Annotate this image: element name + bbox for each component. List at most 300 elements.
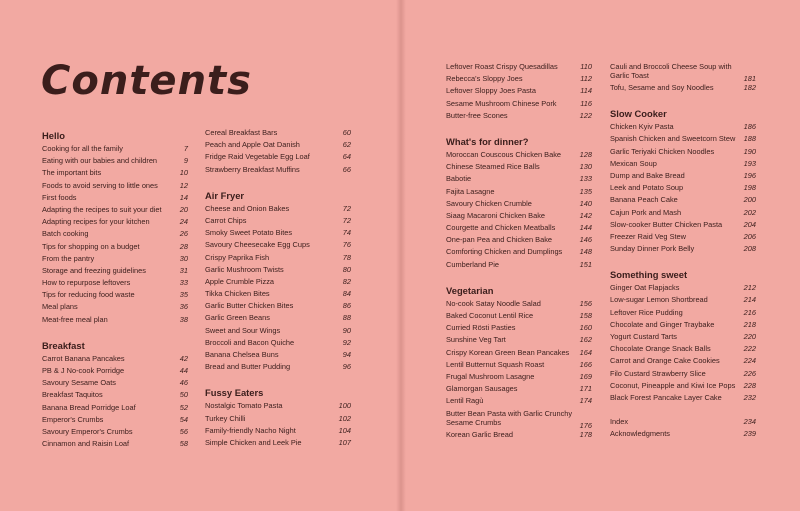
entry-page-number: 226 <box>743 368 756 378</box>
entry-title: Sunshine Veg Tart <box>446 335 506 345</box>
entry-page-number: 38 <box>179 314 188 324</box>
toc-entry[interactable] <box>610 381 756 393</box>
entry-title: Batch cooking <box>42 229 89 239</box>
entry-title: Korean Garlic Bread <box>446 429 513 439</box>
entry-page-number: 44 <box>179 366 188 375</box>
entry-page-number: 42 <box>179 353 188 363</box>
toc-entry[interactable] <box>446 111 592 123</box>
entry-page-number: 104 <box>338 425 351 435</box>
entry-title: Spanish Chicken and Sweetcorn Stew <box>610 134 736 144</box>
entry-title: Courgette and Chicken Meatballs <box>446 223 556 233</box>
toc-entry[interactable] <box>446 62 592 74</box>
toc-entry[interactable] <box>205 362 351 374</box>
entry-page-number: 222 <box>743 344 756 354</box>
entry-page-number: 96 <box>342 362 351 372</box>
entry-title: Foods to avoid serving to little ones <box>42 180 158 190</box>
toc-entry[interactable] <box>42 290 188 302</box>
entry-page-number: 140 <box>579 198 592 208</box>
toc-entry[interactable] <box>42 390 188 402</box>
entry-page-number: 72 <box>342 215 351 225</box>
entry-page-number: 234 <box>743 417 756 427</box>
entry-title: Cinnamon and Raisin Loaf <box>42 439 130 449</box>
toc-entry[interactable] <box>446 430 592 442</box>
toc-section <box>610 417 756 441</box>
entry-title: Tips for shopping on a budget <box>42 241 140 251</box>
toc-entry[interactable] <box>42 315 188 327</box>
entry-page-number: 176 <box>579 420 592 430</box>
entry-title: Family-friendly Nacho Night <box>205 425 296 435</box>
entry-page-number: 82 <box>342 276 351 286</box>
entry-page-number: 78 <box>342 252 351 262</box>
entry-page-number: 151 <box>579 259 592 269</box>
contents-column-4 <box>610 62 756 442</box>
entry-title: Cumberland Pie <box>446 259 499 269</box>
toc-section <box>205 128 351 177</box>
entry-page-number: 169 <box>579 371 592 381</box>
entry-page-number: 112 <box>580 74 592 84</box>
entry-page-number: 171 <box>579 384 592 394</box>
entry-title: Cooking for all the family <box>42 144 123 153</box>
toc-entry[interactable] <box>446 323 592 335</box>
entry-page-number: 14 <box>179 192 188 202</box>
entry-title: Smoky Sweet Potato Bites <box>205 228 293 238</box>
entry-page-number: 64 <box>342 152 351 162</box>
toc-entry[interactable] <box>446 211 592 223</box>
entry-title: Savoury Cheesecake Egg Cups <box>205 240 310 250</box>
entry-title: PB & J No-cook Porridge <box>42 366 125 375</box>
toc-entry[interactable] <box>610 283 756 295</box>
toc-entry[interactable] <box>42 427 188 439</box>
toc-entry[interactable] <box>205 216 351 228</box>
toc-entry[interactable] <box>42 266 188 278</box>
toc-entry[interactable] <box>42 403 188 415</box>
entry-title: Coconut, Pineapple and Kiwi Ice Pops <box>610 380 736 390</box>
entry-title: Adapting the recipes to suit your diet <box>42 204 162 214</box>
section-heading: Fussy Eaters <box>205 387 264 399</box>
entry-title: Sweet and Sour Wings <box>205 325 281 335</box>
toc-entry[interactable] <box>446 235 592 247</box>
entry-page-number: 50 <box>179 390 188 400</box>
toc-entry[interactable] <box>42 378 188 390</box>
entry-page-number: 239 <box>743 429 756 439</box>
toc-entry[interactable] <box>610 83 756 95</box>
toc-entry[interactable] <box>205 414 351 426</box>
toc-entry[interactable] <box>446 223 592 235</box>
toc-entry[interactable] <box>446 335 592 347</box>
entry-title: Cheese and Onion Bakes <box>205 203 290 213</box>
entry-page-number: 146 <box>579 235 592 245</box>
toc-entry[interactable] <box>205 426 351 438</box>
toc-entry[interactable] <box>446 409 592 430</box>
entry-page-number: 88 <box>342 313 351 323</box>
toc-entry[interactable] <box>610 429 756 441</box>
page-title: Contents <box>41 58 252 104</box>
section-heading: Something sweet <box>610 269 688 281</box>
toc-entry[interactable] <box>42 354 188 366</box>
entry-title: Acknowledgments <box>610 429 670 439</box>
entry-title: Curried Rösti Pasties <box>446 323 516 333</box>
toc-entry[interactable] <box>446 86 592 98</box>
entry-page-number: 202 <box>743 207 756 217</box>
entry-title: Turkey Chilli <box>205 413 246 423</box>
entry-title: Butter-free Scones <box>446 110 508 120</box>
entry-title: Comforting Chicken and Dumplings <box>446 247 563 257</box>
entry-title: One-pan Pea and Chicken Bake <box>446 235 553 245</box>
entry-title: Baked Coconut Lentil Rice <box>446 311 534 320</box>
section-heading: Breakfast <box>42 339 85 351</box>
entry-page-number: 182 <box>743 83 756 92</box>
toc-entry[interactable] <box>610 417 756 429</box>
entry-title: Cauli and Broccoli Cheese Soup with Garlic Toast <box>610 62 732 80</box>
toc-entry[interactable] <box>610 320 756 332</box>
toc-entry[interactable] <box>42 193 188 205</box>
toc-entry[interactable] <box>205 253 351 265</box>
toc-entry[interactable] <box>610 171 756 183</box>
toc-entry[interactable] <box>446 187 592 199</box>
entry-page-number: 31 <box>179 265 188 275</box>
toc-entry[interactable] <box>42 439 188 451</box>
entry-title: Broccoli and Bacon Quiche <box>205 337 295 347</box>
entry-page-number: 196 <box>743 170 756 180</box>
toc-entry[interactable] <box>446 372 592 384</box>
entry-title: The important bits <box>42 168 102 178</box>
toc-entry[interactable] <box>610 332 756 344</box>
toc-entry[interactable] <box>446 360 592 372</box>
entry-page-number: 33 <box>179 278 188 288</box>
entry-page-number: 181 <box>743 74 756 83</box>
toc-entry[interactable] <box>205 289 351 301</box>
toc-entry[interactable] <box>42 181 188 193</box>
toc-entry[interactable] <box>205 338 351 350</box>
entry-page-number: 56 <box>179 426 188 436</box>
entry-page-number: 60 <box>342 128 351 137</box>
entry-title: Chocolate and Ginger Traybake <box>610 319 715 329</box>
entry-page-number: 224 <box>743 356 756 366</box>
toc-section <box>610 107 756 256</box>
entry-title: Leek and Potato Soup <box>610 183 684 193</box>
entry-page-number: 144 <box>579 223 592 233</box>
entry-page-number: 102 <box>338 413 351 423</box>
entry-title: Chinese Steamed Rice Balls <box>446 162 540 172</box>
toc-entry[interactable] <box>205 401 351 413</box>
entry-page-number: 208 <box>743 244 756 254</box>
section-gap <box>610 405 756 417</box>
toc-entry[interactable] <box>42 144 188 156</box>
entry-title: First foods <box>42 192 77 202</box>
entry-title: Butter Bean Pasta with Garlic Crunchy Sesame Crumbs <box>446 408 573 427</box>
entry-page-number: 92 <box>342 337 351 347</box>
entry-page-number: 114 <box>580 86 592 96</box>
entry-title: Carrot and Orange Cake Cookies <box>610 356 720 366</box>
toc-entry[interactable] <box>446 311 592 323</box>
toc-entry[interactable] <box>205 265 351 277</box>
toc-section <box>205 189 351 375</box>
toc-entry[interactable] <box>610 308 756 320</box>
toc-entry[interactable] <box>205 301 351 313</box>
entry-page-number: 26 <box>179 229 188 239</box>
toc-section <box>42 129 188 327</box>
entry-page-number: 80 <box>342 264 351 274</box>
toc-entry[interactable] <box>42 242 188 254</box>
entry-page-number: 84 <box>342 289 351 299</box>
entry-title: Leftover Roast Crispy Quesadillas <box>446 62 558 71</box>
toc-entry[interactable] <box>205 350 351 362</box>
entry-page-number: 35 <box>179 290 188 300</box>
toc-entry[interactable] <box>610 344 756 356</box>
entry-title: Bread and Butter Pudding <box>205 362 291 372</box>
toc-entry[interactable] <box>42 168 188 180</box>
entry-page-number: 212 <box>743 283 756 293</box>
toc-entry[interactable] <box>610 159 756 171</box>
entry-page-number: 36 <box>179 302 188 312</box>
entry-page-number: 7 <box>183 144 188 153</box>
toc-entry[interactable] <box>205 165 351 177</box>
book-spine-shadow <box>396 0 406 511</box>
entry-page-number: 66 <box>342 164 351 174</box>
entry-page-number: 9 <box>183 156 188 166</box>
toc-entry[interactable] <box>205 313 351 325</box>
entry-title: Savoury Emperor's Crumbs <box>42 426 133 436</box>
entry-page-number: 204 <box>743 219 756 229</box>
toc-entry[interactable] <box>205 140 351 152</box>
entry-title: Slow-cooker Butter Chicken Pasta <box>610 219 723 229</box>
toc-entry[interactable] <box>205 204 351 216</box>
entry-page-number: 186 <box>743 122 756 132</box>
entry-title: Garlic Butter Chicken Bites <box>205 301 294 311</box>
toc-entry[interactable] <box>42 415 188 427</box>
entry-page-number: 133 <box>579 174 592 184</box>
entry-page-number: 90 <box>342 325 351 335</box>
entry-page-number: 206 <box>743 231 756 241</box>
entry-title: Meal plans <box>42 302 78 312</box>
section-gap <box>205 177 351 189</box>
toc-entry[interactable] <box>610 147 756 159</box>
entry-title: Garlic Mushroom Twists <box>205 264 284 274</box>
toc-entry[interactable] <box>205 152 351 164</box>
toc-entry[interactable] <box>610 220 756 232</box>
toc-entry[interactable] <box>610 122 756 134</box>
entry-title: Simple Chicken and Leek Pie <box>205 437 302 447</box>
entry-title: No-cook Satay Noodle Salad <box>446 298 541 308</box>
entry-page-number: 116 <box>580 98 592 108</box>
entry-page-number: 20 <box>179 204 188 214</box>
toc-entry[interactable] <box>446 260 592 272</box>
toc-entry[interactable] <box>42 366 188 378</box>
entry-title: Breakfast Taquitos <box>42 390 103 400</box>
entry-title: Tips for reducing food waste <box>42 290 135 300</box>
entry-page-number: 12 <box>179 180 188 190</box>
entry-page-number: 24 <box>179 217 188 227</box>
entry-title: Sesame Mushroom Chinese Pork <box>446 98 557 108</box>
entry-title: Low-sugar Lemon Shortbread <box>610 295 708 305</box>
entry-page-number: 214 <box>743 295 756 305</box>
entry-title: Nostalgic Tomato Pasta <box>205 401 283 411</box>
entry-title: Fajita Lasagne <box>446 186 495 196</box>
entry-title: Babotie <box>446 174 472 184</box>
entry-page-number: 130 <box>579 162 592 172</box>
toc-entry[interactable] <box>205 326 351 338</box>
entry-title: How to repurpose leftovers <box>42 278 131 288</box>
entry-page-number: 107 <box>338 437 351 447</box>
entry-title: Leftover Rice Pudding <box>610 307 683 317</box>
entry-title: Adapting recipes for your kitchen <box>42 217 150 227</box>
toc-entry[interactable] <box>42 229 188 241</box>
toc-entry[interactable] <box>610 295 756 307</box>
entry-title: Eating with our babies and children <box>42 156 158 166</box>
entry-title: Glamorgan Sausages <box>446 384 518 394</box>
toc-entry[interactable] <box>610 393 756 405</box>
entry-page-number: 232 <box>743 392 756 402</box>
entry-page-number: 110 <box>580 62 592 71</box>
contents-column-1 <box>42 129 188 451</box>
entry-title: From the pantry <box>42 253 95 263</box>
toc-entry[interactable] <box>446 299 592 311</box>
entry-page-number: 62 <box>342 140 351 150</box>
toc-entry[interactable] <box>446 199 592 211</box>
entry-page-number: 156 <box>579 298 592 308</box>
entry-title: Banana Bread Porridge Loaf <box>42 402 136 412</box>
entry-title: Mexican Soup <box>610 158 657 168</box>
entry-title: Black Forest Pancake Layer Cake <box>610 392 722 402</box>
entry-title: Index <box>610 417 629 427</box>
toc-entry[interactable] <box>42 205 188 217</box>
entry-title: Carrot Banana Pancakes <box>42 353 125 363</box>
section-heading: Slow Cooker <box>610 108 667 120</box>
toc-entry[interactable] <box>610 208 756 220</box>
entry-title: Tofu, Sesame and Soy Noodles <box>610 83 714 92</box>
entry-title: Yogurt Custard Tarts <box>610 332 677 341</box>
entry-page-number: 148 <box>579 247 592 257</box>
entry-page-number: 200 <box>743 195 756 205</box>
entry-page-number: 76 <box>342 240 351 250</box>
entry-title: Lentil Ragù <box>446 396 484 406</box>
entry-title: Peach and Apple Oat Danish <box>205 140 300 150</box>
entry-title: Carrot Chips <box>205 215 247 225</box>
toc-section <box>610 62 756 95</box>
entry-title: Leftover Sloppy Joes Pasta <box>446 86 536 96</box>
entry-page-number: 218 <box>743 319 756 329</box>
section-heading: Vegetarian <box>446 284 494 296</box>
entry-page-number: 10 <box>179 168 188 178</box>
toc-section <box>42 339 188 452</box>
entry-page-number: 28 <box>179 241 188 251</box>
entry-title: Cajun Pork and Mash <box>610 207 682 217</box>
entry-title: Siaag Macaroni Chicken Bake <box>446 210 546 220</box>
toc-entry[interactable] <box>205 438 351 450</box>
entry-title: Fridge Raid Vegetable Egg Loaf <box>205 152 310 162</box>
entry-title: Meat-free meal plan <box>42 314 108 324</box>
entry-title: Frugal Mushroom Lasagne <box>446 371 535 381</box>
entry-title: Filo Custard Strawberry Slice <box>610 368 706 378</box>
entry-page-number: 220 <box>743 332 756 341</box>
toc-entry[interactable] <box>42 254 188 266</box>
toc-entry[interactable] <box>446 174 592 186</box>
entry-title: Dump and Bake Bread <box>610 170 685 180</box>
toc-entry[interactable] <box>446 396 592 408</box>
toc-entry[interactable] <box>42 156 188 168</box>
entry-page-number: 135 <box>579 186 592 196</box>
toc-entry[interactable] <box>610 134 756 146</box>
entry-title: Tikka Chicken Bites <box>205 289 270 299</box>
toc-section <box>205 386 351 450</box>
entry-title: Lentil Butternut Squash Roast <box>446 359 545 369</box>
toc-entry[interactable] <box>42 217 188 229</box>
toc-entry[interactable] <box>610 232 756 244</box>
toc-entry[interactable] <box>205 228 351 240</box>
entry-page-number: 162 <box>579 335 592 345</box>
toc-entry[interactable] <box>205 128 351 140</box>
entry-title: Strawberry Breakfast Muffins <box>205 164 300 174</box>
toc-entry[interactable] <box>446 384 592 396</box>
toc-section <box>610 268 756 405</box>
section-gap <box>446 123 592 135</box>
section-gap <box>446 272 592 284</box>
toc-entry[interactable] <box>446 99 592 111</box>
toc-section <box>446 62 592 123</box>
section-gap <box>205 374 351 386</box>
entry-page-number: 188 <box>743 134 756 144</box>
entry-page-number: 128 <box>579 149 592 159</box>
entry-page-number: 190 <box>743 146 756 156</box>
section-gap <box>610 256 756 268</box>
entry-title: Chicken Kyiv Pasta <box>610 122 674 132</box>
entry-title: Banana Peach Cake <box>610 195 678 205</box>
entry-title: Emperor's Crumbs <box>42 414 104 424</box>
entry-page-number: 86 <box>342 301 351 311</box>
section-heading: What's for dinner? <box>446 135 529 147</box>
toc-entry[interactable] <box>205 240 351 252</box>
toc-entry[interactable] <box>610 62 756 83</box>
entry-page-number: 46 <box>179 378 188 388</box>
toc-entry[interactable] <box>446 74 592 86</box>
entry-title: Storage and freezing guidelines <box>42 265 146 275</box>
toc-entry[interactable] <box>610 356 756 368</box>
entry-page-number: 72 <box>342 203 351 213</box>
toc-section <box>446 284 592 442</box>
entry-title: Rebecca's Sloppy Joes <box>446 74 523 84</box>
entry-page-number: 178 <box>579 429 592 439</box>
entry-page-number: 160 <box>579 323 592 333</box>
toc-entry[interactable] <box>446 348 592 360</box>
entry-page-number: 198 <box>743 183 756 193</box>
entry-page-number: 52 <box>179 402 188 412</box>
entry-page-number: 54 <box>179 414 188 424</box>
toc-entry[interactable] <box>610 369 756 381</box>
toc-entry[interactable] <box>610 183 756 195</box>
entry-page-number: 30 <box>179 253 188 263</box>
toc-entry[interactable] <box>42 278 188 290</box>
entry-title: Banana Chelsea Buns <box>205 350 279 359</box>
toc-entry[interactable] <box>446 247 592 259</box>
entry-title: Moroccan Couscous Chicken Bake <box>446 149 562 159</box>
entry-page-number: 94 <box>342 350 351 359</box>
entry-title: Crispy Paprika Fish <box>205 252 270 262</box>
section-gap <box>42 327 188 339</box>
entry-page-number: 193 <box>743 158 756 168</box>
toc-entry[interactable] <box>610 244 756 256</box>
entry-title: Garlic Teriyaki Chicken Noodles <box>610 146 715 156</box>
entry-page-number: 142 <box>579 210 592 220</box>
section-gap <box>610 95 756 107</box>
entry-title: Cereal Breakfast Bars <box>205 128 278 137</box>
toc-entry[interactable] <box>205 277 351 289</box>
entry-page-number: 74 <box>342 228 351 238</box>
toc-entry[interactable] <box>446 150 592 162</box>
toc-entry[interactable] <box>42 302 188 314</box>
toc-entry[interactable] <box>446 162 592 174</box>
toc-entry[interactable] <box>610 195 756 207</box>
entry-title: Freezer Raid Veg Stew <box>610 231 686 241</box>
